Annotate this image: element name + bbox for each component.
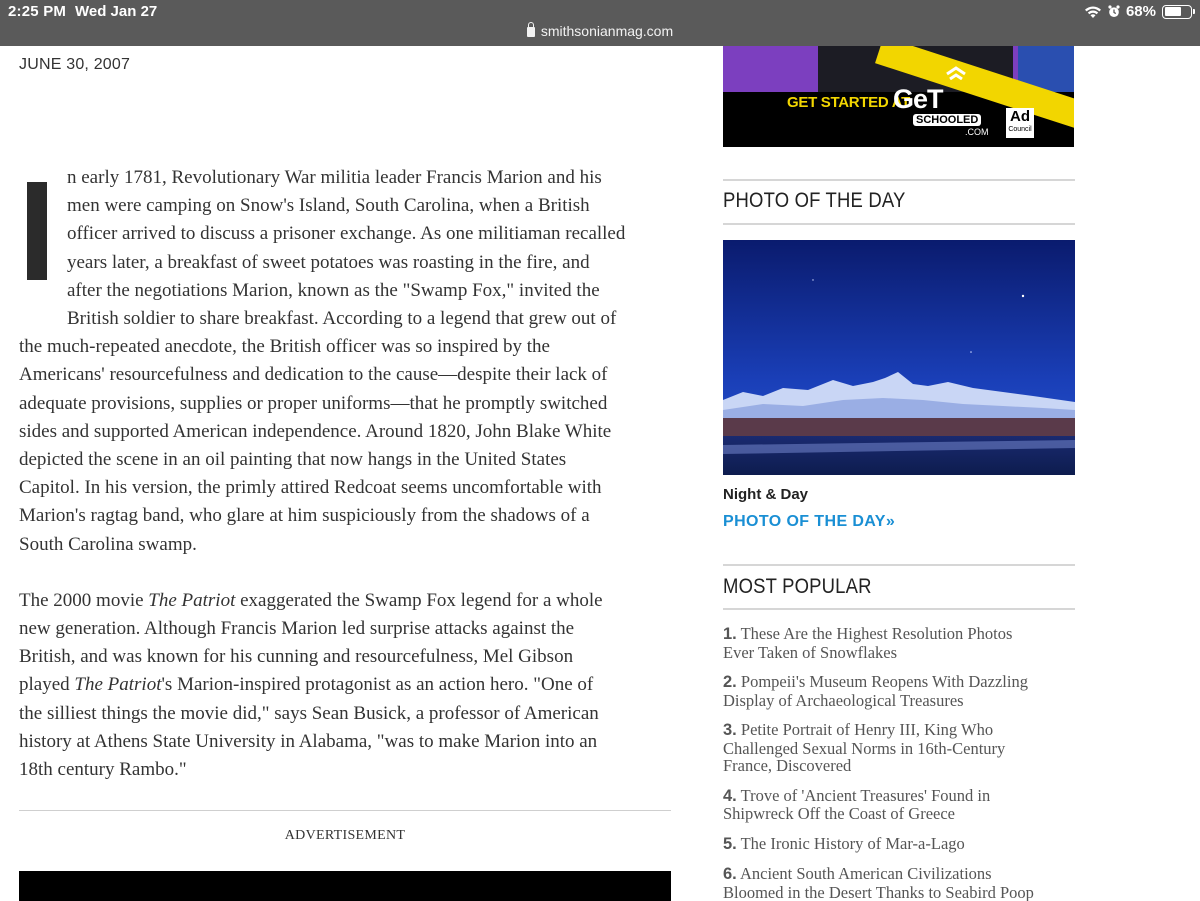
photo-of-day-title: Night & Day (723, 486, 809, 503)
section-rule (723, 179, 1075, 181)
paragraph-line: Americans' resourcefulness and dedication to the cause—despite their lack of (19, 364, 608, 386)
status-date: Wed Jan 27 (75, 3, 158, 20)
section-rule (723, 608, 1075, 610)
paragraph-line: adequate provisions, supplies or proper uniforms—that he promptly switched (19, 392, 608, 414)
paragraph-line: sides and supported American independence. Around 1820, John Blake White (19, 420, 612, 442)
paragraph-line: after the negotiations Marion, known as the "Swamp Fox," invited the (67, 279, 600, 301)
ad-brand-logo: GeT (893, 84, 943, 114)
status-time: 2:25 PM (8, 3, 67, 20)
ad-cta: GET STARTED AT (787, 94, 911, 111)
drop-cap-i (27, 182, 47, 280)
paragraph-line: years later, a breakfast of sweet potatoes was roasting in the fire, and (67, 251, 590, 273)
paragraph-line: men were camping on Snow's Island, South Carolina, when a British (67, 195, 590, 217)
ad-council-logo: Ad Council (1006, 108, 1034, 138)
paragraph-line: history at Athens State University in Alabama, "was to make Marion into an (19, 730, 598, 752)
paragraph-line: depicted the scene in an oil painting that now hangs in the United States (19, 449, 567, 471)
status-bar (0, 0, 1200, 46)
article-date: JUNE 30, 2007 (19, 56, 131, 73)
advertisement-divider (19, 810, 671, 811)
status-indicators (1084, 3, 1192, 20)
address-url: smithsonianmag.com (540, 23, 674, 39)
article-body (19, 164, 674, 784)
most-popular-item[interactable]: 3. Petite Portrait of Henry III, King Who Challenged Sexual Norms in 16th-Century France, Discovered (723, 720, 1006, 775)
most-popular-item[interactable]: 2. Pompeii's Museum Reopens With Dazzling Display of Archaeological Treasures (723, 672, 1028, 710)
section-rule (723, 223, 1075, 225)
most-popular-list (723, 625, 1075, 901)
paragraph-line: Capitol. In his version, the primly attired Redcoat seems uncomfortable with (19, 477, 602, 499)
photo-of-day-link[interactable]: PHOTO OF THE DAY» (723, 513, 896, 530)
advertisement-slot[interactable] (19, 871, 671, 901)
paragraph-line: n early 1781, Revolutionary War militia leader Francis Marion and his (67, 167, 602, 188)
most-popular-item[interactable]: 5. The Ironic History of Mar-a-Lago (723, 833, 965, 853)
section-rule (723, 564, 1075, 566)
paragraph-line: Marion's ragtag band, who glare at him suspiciously from the shadows of a (19, 505, 590, 527)
chevron-up-icon (945, 66, 967, 80)
paragraph-line: The 2000 movie The Patriot exaggerated the Swamp Fox legend for a whole (19, 589, 603, 611)
paragraph-line: the silliest things the movie did," says Sean Busick, a professor of American (19, 702, 599, 724)
wifi-icon (1084, 5, 1102, 19)
article-paragraph-2 (19, 587, 674, 784)
advertisement-label: ADVERTISEMENT (284, 828, 406, 843)
article-paragraph-1 (19, 164, 674, 559)
paragraph-line: 18th century Rambo." (19, 759, 187, 781)
movie-title: The Patriot (74, 674, 162, 696)
lock-icon (527, 27, 535, 37)
battery-level (1165, 7, 1181, 16)
battery-percent: 68% (1125, 3, 1156, 20)
alarm-icon (1108, 5, 1120, 18)
most-popular-item[interactable]: 1. These Are the Highest Resolution Photos Ever Taken of Snowflakes (723, 624, 1013, 662)
battery-icon (1162, 5, 1192, 19)
banner-ad[interactable] (723, 46, 1074, 147)
paragraph-line: played The Patriot's Marion-inspired protagonist as an action hero. "One of (19, 674, 594, 696)
paragraph-line: officer arrived to discuss a prisoner exchange. As one militiaman recalled (67, 223, 626, 245)
ad-brand-sub: SCHOOLED (913, 114, 981, 126)
most-popular-heading: MOST POPULAR (723, 575, 872, 598)
photo-of-day-image[interactable] (723, 240, 1075, 475)
most-popular-item[interactable]: 4. Trove of 'Ancient Treasures' Found in Shipwreck Off the Coast of Greece (723, 785, 991, 823)
paragraph-line: British, and was known for his cunning and resourcefulness, Mel Gibson (19, 646, 574, 668)
movie-title: The Patriot (148, 589, 236, 611)
paragraph-line: South Carolina swamp. (19, 533, 197, 555)
most-popular-item[interactable]: 6. Ancient South American Civilizations Bloomed in the Desert Thanks to Seabird Poop (723, 864, 1034, 901)
address-bar[interactable] (0, 23, 1200, 39)
photo-of-day-heading: PHOTO OF THE DAY (723, 189, 906, 212)
paragraph-line: new generation. Although Francis Marion led surprise attacks against the (19, 618, 575, 640)
paragraph-line: British soldier to share breakfast. According to a legend that grew out of (67, 308, 617, 330)
ad-brand-domain: .COM (965, 127, 989, 137)
paragraph-line: the much-repeated anecdote, the British officer was so inspired by the (19, 336, 550, 358)
